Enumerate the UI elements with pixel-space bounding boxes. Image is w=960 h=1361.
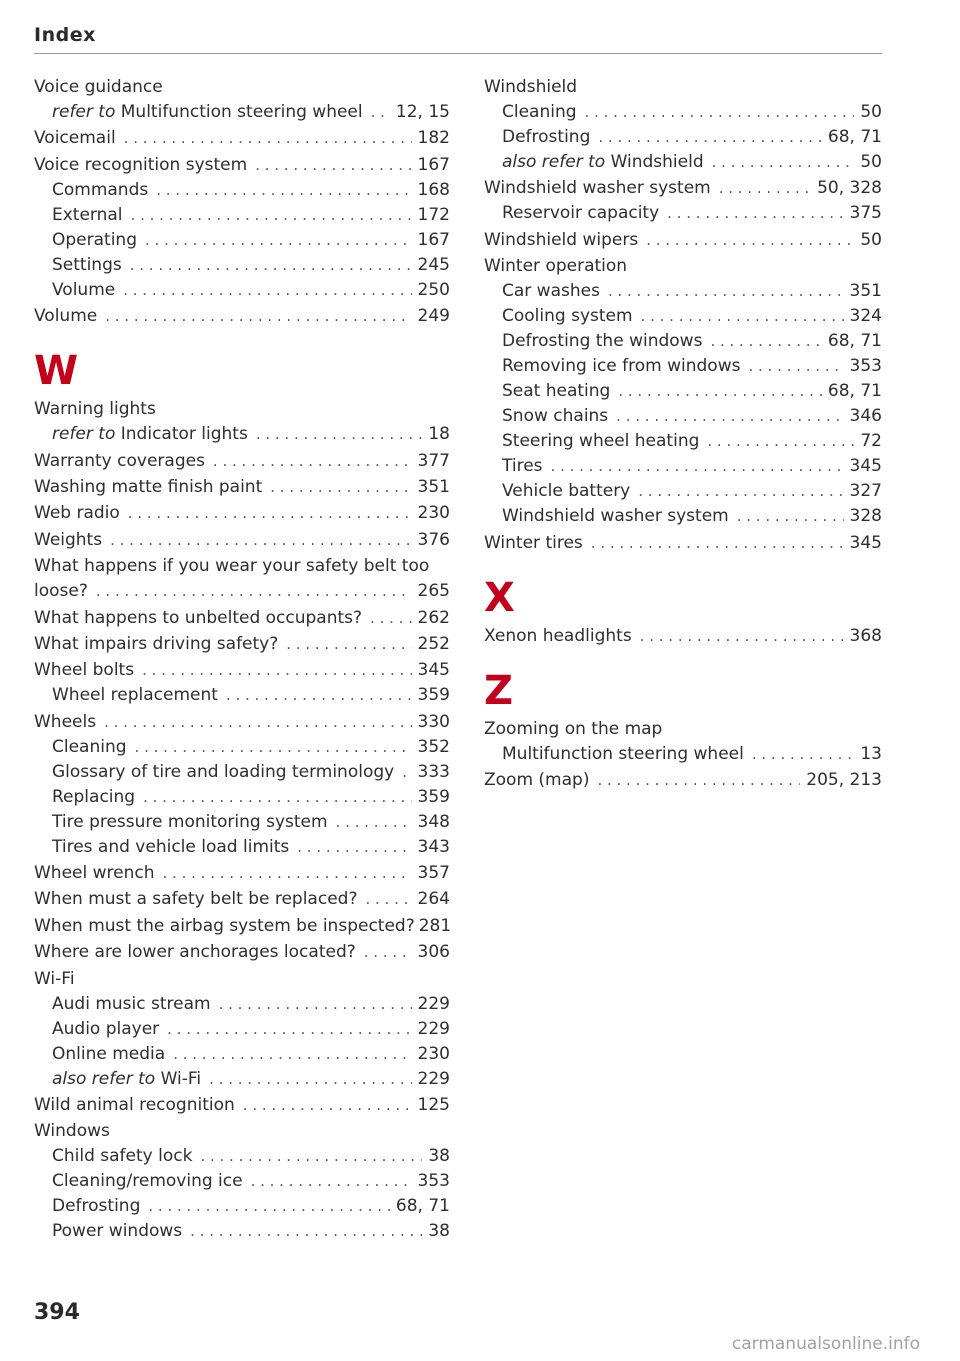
index-entry-airbag-inspected: When must the airbag system be inspected? 281 [34, 915, 452, 936]
index-subentry-music-stream: Audi music stream . . . 229 [34, 992, 450, 1017]
index-entry-zoom-map: Zoom (map) . . . 205, 213 [484, 768, 882, 793]
index-heading-windows: Windows [34, 1121, 110, 1142]
index-entry-washing: Washing matte finish paint . . . 351 [34, 475, 450, 500]
leader-dots [371, 100, 390, 125]
section-letter-z: Z [484, 667, 514, 714]
index-subentry-load-limits: Tires and vehicle load limits . . . 343 [34, 835, 450, 860]
index-entry-wheels: Wheels . . . 330 [34, 710, 450, 735]
page-ref: 12, 15 [395, 102, 450, 122]
index-subentry-ws-ref: also refer to Windshield . . . 50 [484, 150, 882, 175]
index-column-left [34, 75, 450, 1244]
index-entry-wipers: Windshield wipers . . . 50 [484, 228, 882, 253]
index-subentry-power-windows: Power windows . . . 38 [34, 1219, 450, 1244]
index-heading-windshield: Windshield [484, 77, 578, 97]
index-subentry-wheels-cleaning: Cleaning . . . 352 [34, 735, 450, 760]
index-column-right [484, 75, 882, 793]
header-divider [34, 53, 882, 54]
index-subentry-removing-ice-windows: Removing ice from windows . . . 353 [484, 354, 882, 379]
index-subentry-winter-washer: Windshield washer system . . . 328 [484, 504, 882, 529]
index-subentry-child-lock: Child safety lock . . . 38 [34, 1144, 450, 1169]
index-entry-xenon: Xenon headlights . . . 368 [484, 624, 882, 649]
index-heading-winter-operation: Winter operation [484, 256, 628, 277]
index-subentry-cooling: Cooling system . . . 324 [484, 304, 882, 329]
index-subentry-operating: Operating . . . 167 [34, 228, 450, 253]
index-entry-wheel-bolts: Wheel bolts . . . 345 [34, 658, 450, 683]
index-entry-lower-anchorages: Where are lower anchorages located? . . . 306 [34, 940, 450, 965]
index-subentry-volume: Volume . . . 250 [34, 278, 450, 303]
index-subentry-ws-cleaning: Cleaning . . . 50 [484, 100, 882, 125]
index-subentry-reservoir: Reservoir capacity . . . 375 [484, 201, 882, 226]
watermark-text: carmanualsonline.info [731, 1334, 920, 1354]
index-subentry-glossary: Glossary of tire and loading terminology . . . 333 [34, 760, 450, 785]
index-entry-belt-loose-line1: What happens if you wear your safety belt too [34, 556, 430, 577]
index-entry-voice-recognition: Voice recognition system . . . 167 [34, 153, 450, 178]
index-entry-voice-guidance-ref [34, 100, 450, 125]
index-subentry-commands: Commands . . . 168 [34, 178, 450, 203]
index-entry-volume: Volume . . . 249 [34, 304, 450, 329]
index-entry-belt-loose-line2: loose? . . . 265 [34, 579, 450, 604]
index-subentry-wifi-ref: also refer to Wi-Fi . . . 229 [34, 1067, 450, 1092]
index-subentry-zoom-mfsw: Multifunction steering wheel . . . 13 [484, 742, 882, 767]
ref-prefix: refer to [52, 102, 116, 122]
index-subentry-ws-defrosting: Defrosting . . . 68, 71 [484, 125, 882, 150]
index-subentry-online-media: Online media . . . 230 [34, 1042, 450, 1067]
index-entry-warning-ref: refer to Indicator lights . . . 18 [34, 422, 450, 447]
index-entry-wheel-wrench: Wheel wrench . . . 357 [34, 861, 450, 886]
index-subentry-settings: Settings . . . 245 [34, 253, 450, 278]
index-entry-web-radio: Web radio . . . 230 [34, 501, 450, 526]
index-entry-belt-replaced: When must a safety belt be replaced? . . . 264 [34, 887, 450, 912]
page-number: 394 [34, 1300, 80, 1325]
index-heading-warning-lights: Warning lights [34, 399, 156, 420]
ref-target: Multifunction steering wheel [120, 102, 363, 122]
index-heading-voice-guidance: Voice guidance [34, 77, 163, 97]
index-subentry-tpms: Tire pressure monitoring system . . . 348 [34, 810, 450, 835]
index-entry-unbelted: What happens to unbelted occupants? . . . 262 [34, 606, 450, 631]
index-entry-winter-tires: Winter tires . . . 345 [484, 531, 882, 556]
index-subentry-defrost-windows: Defrosting the windows . . . 68, 71 [484, 329, 882, 354]
index-subentry-defrosting: Defrosting . . . 68, 71 [34, 1194, 450, 1219]
index-entry-voicemail: Voicemail . . . 182 [34, 126, 450, 151]
index-subentry-external: External . . . 172 [34, 203, 450, 228]
index-entry-weights: Weights . . . 376 [34, 528, 450, 553]
index-entry-impairs: What impairs driving safety? . . . 252 [34, 632, 450, 657]
index-subentry-tires: Tires . . . 345 [484, 454, 882, 479]
index-subentry-snow-chains: Snow chains . . . 346 [484, 404, 882, 429]
index-subentry-wheel-replacement: Wheel replacement . . . 359 [34, 683, 450, 708]
index-subentry-vehicle-battery: Vehicle battery . . . 327 [484, 479, 882, 504]
index-subentry-removing-ice: Cleaning/removing ice . . . 353 [34, 1169, 450, 1194]
index-subentry-steering-heating: Steering wheel heating . . . 72 [484, 429, 882, 454]
index-heading-zooming: Zooming on the map [484, 718, 663, 739]
index-subentry-audio-player: Audio player . . . 229 [34, 1017, 450, 1042]
index-entry-washer-system: Windshield washer system . . . 50, 328 [484, 176, 882, 201]
section-letter-w: W [34, 348, 79, 395]
index-entry-warranty: Warranty coverages . . . 377 [34, 449, 450, 474]
index-heading-wifi: Wi-Fi [34, 968, 75, 989]
index-subentry-replacing: Replacing . . . 359 [34, 785, 450, 810]
index-subentry-seat-heating: Seat heating . . . 68, 71 [484, 379, 882, 404]
index-subentry-car-washes: Car washes . . . 351 [484, 279, 882, 304]
index-entry-wild-animal: Wild animal recognition . . . 125 [34, 1093, 450, 1118]
section-letter-x: X [484, 574, 515, 621]
page-header-title: Index [34, 24, 96, 46]
